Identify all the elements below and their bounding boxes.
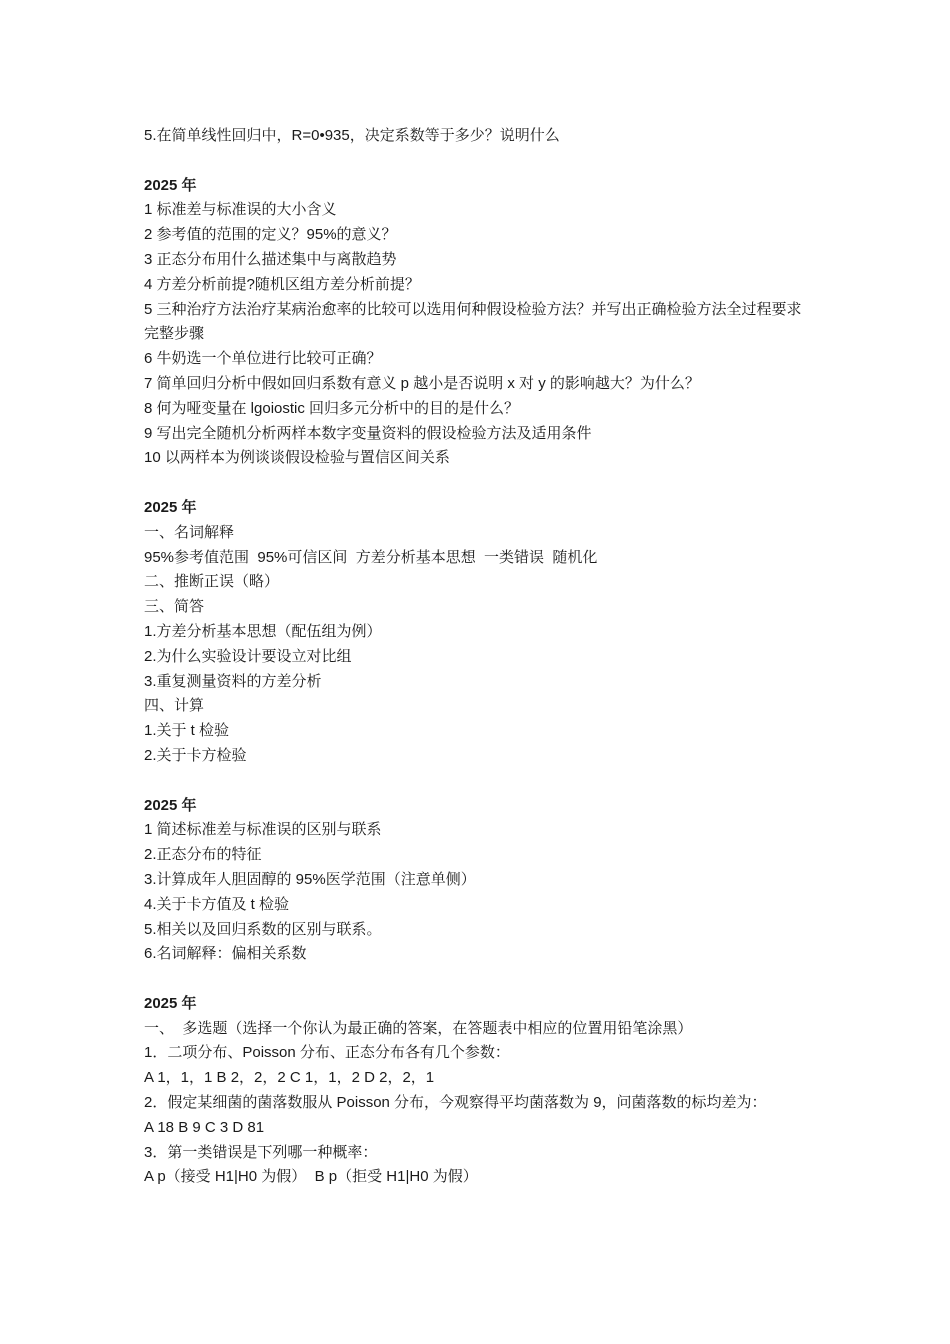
question-line: 1 简述标准差与标准误的区别与联系 (144, 821, 382, 839)
question-line: 9 写出完全随机分析两样本数字变量资料的假设检验方法及适用条件 (144, 424, 592, 442)
answer-options: A p（接受 H1|H0 为假） B p（拒受 H1|H0 为假） (144, 1168, 478, 1186)
question-line: 7 简单回归分析中假如回归系数有意义 p 越小是否说明 x 对 y 的影响越大？为什么？ (144, 374, 700, 392)
question-line: 一、 多选题（选择一个你认为最正确的答案，在答题表中相应的位置用铅笔涂黑） (144, 1019, 693, 1037)
question-line: 10 以两样本为例谈谈假设检验与置信区间关系 (144, 449, 450, 467)
question-line: 2.为什么实验设计要设立对比组 (144, 647, 352, 665)
document-body (144, 124, 814, 1190)
question-line: 3.计算成年人胆固醇的 95%医学范围（注意单侧） (144, 870, 476, 888)
question-line: 三、简答 (144, 598, 205, 616)
spacer (144, 149, 814, 174)
question-line: 8 何为哑变量在 lgoiostic 回归多元分析中的目的是什么？ (144, 399, 520, 417)
answer-options: A 18 B 9 C 3 D 81 (144, 1118, 265, 1136)
question-line: 3.重复测量资料的方差分析 (144, 672, 322, 690)
spacer (144, 769, 814, 794)
question-line: 1 标准差与标准误的大小含义 (144, 201, 337, 219)
question-line: 4 方差分析前提?随机区组方差分析前提？ (144, 275, 420, 293)
question-line: 1.关于 t 检验 (144, 722, 230, 740)
section-4 (144, 992, 814, 1190)
spacer (144, 967, 814, 992)
question-line: 二、推断正误（略） (144, 573, 280, 591)
question-line: 6.名词解释：偏相关系数 (144, 945, 307, 963)
section-2 (144, 496, 814, 769)
section-3 (144, 794, 814, 968)
question-line: 95%参考值范围 95%可信区间 方差分析基本思想 一类错误 随机化 (144, 548, 598, 566)
intro-question: 5.在简单线性回归中，R=0•935，决定系数等于多少？说明什么 (144, 127, 560, 144)
question-line: 5.相关以及回归系数的区别与联系。 (144, 920, 382, 938)
section-year-heading: 2025 年 (144, 176, 197, 194)
question-line: 1．二项分布、Poisson 分布、正态分布各有几个参数： (144, 1044, 510, 1062)
question-line: 2.关于卡方检验 (144, 746, 247, 764)
spacer (144, 471, 814, 496)
question-line: 一、名词解释 (144, 523, 235, 541)
question-line: 6 牛奶选一个单位进行比较可正确？ (144, 350, 382, 368)
question-line: 1.方差分析基本思想（配伍组为例） (144, 622, 382, 640)
section-year-heading: 2025 年 (144, 994, 197, 1012)
question-line: 2 参考值的范围的定义？95%的意义？ (144, 226, 397, 244)
section-year-heading: 2025 年 (144, 796, 197, 814)
question-line: 2．假定某细菌的菌落数服从 Poisson 分布，今观察得平均菌落数为 9，问菌落数的标均差为： (144, 1094, 767, 1112)
section-1 (144, 174, 814, 472)
question-line: 2.正态分布的特征 (144, 846, 262, 864)
section-year-heading: 2025 年 (144, 498, 197, 516)
question-line: 3．第一类错误是下列哪一种概率： (144, 1143, 378, 1161)
question-line: 3 正态分布用什么描述集中与离散趋势 (144, 250, 397, 268)
question-line: 四、计算 (144, 697, 205, 715)
answer-options: A 1，1，1 B 2，2，2 C 1，1，2 D 2，2，1 (144, 1069, 435, 1087)
question-line: 5 三种治疗方法治疗某病治愈率的比较可以选用何种假设检验方法？并写出正确检验方法全过程要求完整步骤 (144, 300, 802, 343)
question-line: 4.关于卡方值及 t 检验 (144, 895, 290, 913)
